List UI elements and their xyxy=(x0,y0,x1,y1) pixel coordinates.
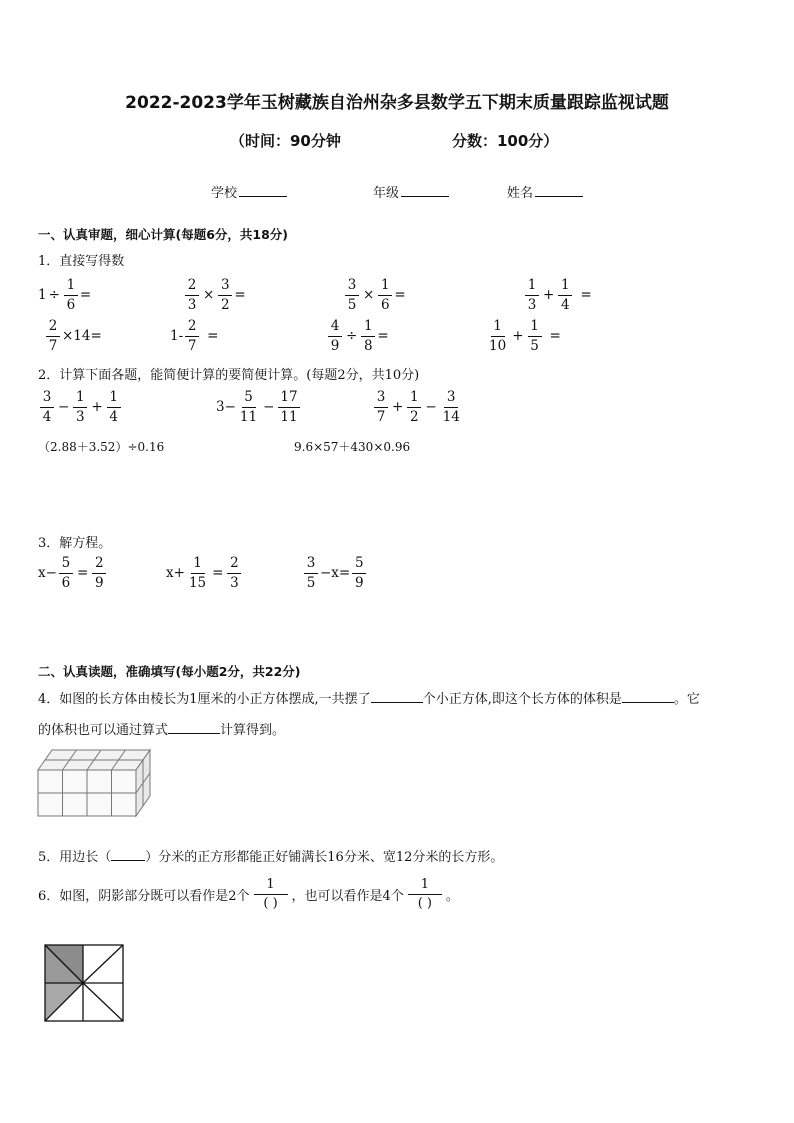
section-1-heading: 一、认真审题，细心计算(每题6分，共18分) xyxy=(38,227,289,242)
q1-item-4: $\frac{1}{3}$ + $\frac{1}{4}$ = xyxy=(523,278,592,313)
question-4-line-1: 4．如图的长方体由棱长为1厘米的小正方体摆成,一共摆了 个小正方体,即这个长方体的体积是 。它 xyxy=(38,692,700,707)
q2-expr-a: $\frac{3}{4}$ − $\frac{1}{3}$ + $\frac{1}{4}$ xyxy=(38,390,123,425)
page-title: 2022-2023学年玉树藏族自治州杂多县数学五下期末质量跟踪监视试题 xyxy=(125,93,669,113)
q2-expr-c: $\frac{3}{7}$ + $\frac{1}{2}$ − $\frac{3}{14}$ xyxy=(372,390,464,425)
q2-expr-d: （2.88＋3.52）÷0.16 xyxy=(38,440,165,454)
question-3: 3．解方程。 xyxy=(38,536,112,551)
grade-field: 年级 xyxy=(373,182,449,201)
q1-item-6: 1 - $\frac{2}{7}$ = xyxy=(170,318,219,354)
question-5: 5．用边长（ ）分米的正方形都能正好铺满长16分米、宽12分米的长方形。 xyxy=(38,850,504,865)
school-field: 学校 xyxy=(211,182,287,201)
name-field: 姓名 xyxy=(507,182,583,201)
question-2: 2．计算下面各题，能简便计算的要简便计算。(每题2分，共10分) xyxy=(38,368,420,383)
cuboid-figure xyxy=(36,748,152,818)
q1-item-5: $\frac{2}{7}$ ×14= xyxy=(44,319,102,354)
question-6: 6．如图，阴影部分既可以看作是2个 $\frac{1}{( )}$ ，也可以看作是4个 $\frac{1}{( )}$ 。 xyxy=(38,877,459,912)
question-1: 1．直接写得数 xyxy=(38,254,125,269)
q2-expr-e: 9.6×57＋430×0.96 xyxy=(294,440,411,454)
time-label: （时间：90分钟 xyxy=(230,132,341,150)
q2-expr-b: 3− $\frac{5}{11}$ − $\frac{17}{11}$ xyxy=(216,389,298,425)
q1-item-1: 1 ÷ $\frac{1}{6}$ = xyxy=(38,277,92,313)
q3-equation-a: x− $\frac{5}{6}$ = $\frac{2}{9}$ xyxy=(38,556,108,591)
q1-item-7: $\frac{4}{9}$ ÷ $\frac{1}{8}$ = xyxy=(326,319,389,354)
q3-equation-c: $\frac{3}{5}$ −x= $\frac{5}{9}$ xyxy=(302,556,368,591)
q3-equation-b: x+ $\frac{1}{15}$ = $\frac{2}{3}$ xyxy=(166,556,243,591)
q1-item-2: $\frac{2}{3}$ × $\frac{3}{2}$ = xyxy=(183,278,246,313)
q1-item-3: $\frac{3}{5}$ × $\frac{1}{6}$ = xyxy=(343,278,406,313)
score-label: 分数：100分） xyxy=(452,132,559,150)
shaded-square-figure xyxy=(42,942,126,1026)
question-4-line-2: 的体积也可以通过算式 计算得到。 xyxy=(38,723,286,738)
section-2-heading: 二、认真读题，准确填写(每小题2分，共22分) xyxy=(38,664,301,679)
q1-item-8: $\frac{1}{10}$ + $\frac{1}{5}$ = xyxy=(489,318,561,354)
